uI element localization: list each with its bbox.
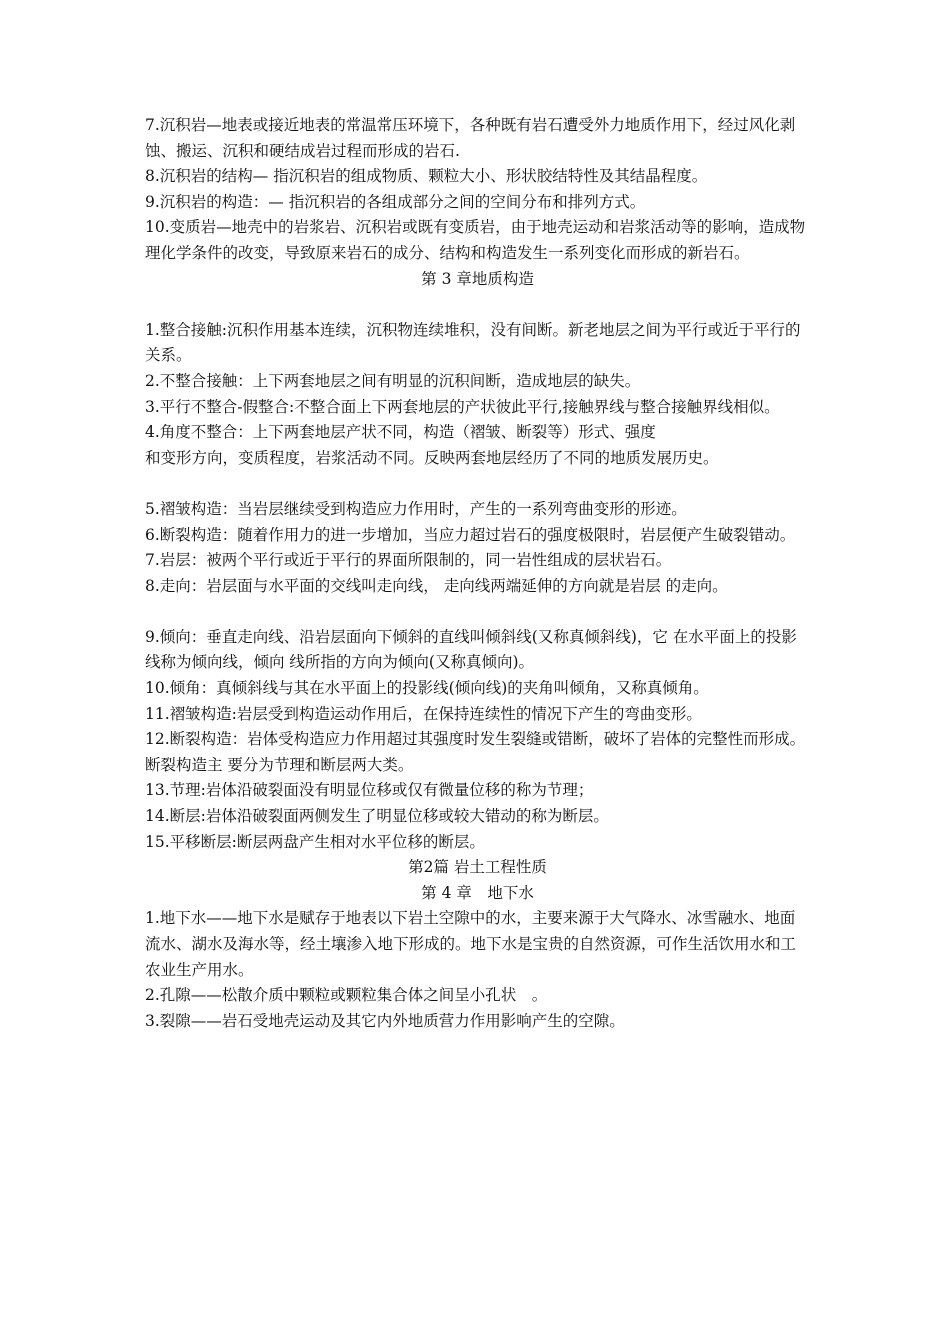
- definition-sedimentary-rock: 7.沉积岩—地表或接近地表的常温常压环境下，各种既有岩石遭受外力地质作用下，经过风化剥蚀、搬运、沉积和硬结成岩过程而形成的岩石.: [145, 116, 796, 160]
- definition-fracture-structure-2: 12.断裂构造：岩体受构造应力作用超过其强度时发生裂缝或错断，破坏了岩体的完整性而形成。断裂构造主 要分为节理和断层两大类。: [145, 730, 806, 774]
- definition-fault: 14.断层:岩体沿破裂面两侧发生了明显位移或较大错动的称为断层。: [145, 807, 609, 826]
- definition-metamorphic-rock: 10.变质岩—地壳中的岩浆岩、沉积岩或既有变质岩，由于地壳运动和岩浆活动等的影响，造成物理化学条件的改变，导致原来岩石的成分、结构和构造发生一系列变化而形成的新岩石。: [145, 218, 806, 262]
- definition-conformable-contact: 1.整合接触:沉积作用基本连续，沉积物连续堆积，没有间断。新老地层之间为平行或近于平行的关系。: [145, 320, 801, 365]
- definition-joint: 13.节理:岩体沿破裂面没有明显位移或仅有微量位移的称为节理；: [145, 781, 594, 800]
- definition-strike-slip-fault: 15.平移断层:断层两盘产生相对水平位移的断层。: [145, 832, 485, 851]
- definition-fold-structure: 5.褶皱构造：当岩层继续受到构造应力作用时，产生的一系列弯曲变形的形迹。: [145, 499, 687, 518]
- definition-fracture-structure: 6.断裂构造：随着作用力的进一步增加，当应力超过岩石的强度极限时，岩层便产生破裂错动。: [145, 525, 796, 544]
- definition-dip-angle: 10.倾角：真倾斜线与其在水平面上的投影线(倾向线)的夹角叫倾角，又称真倾角。: [145, 679, 709, 698]
- chapter-3-title: 第 3 章地质构造: [421, 269, 534, 288]
- blank-line: [145, 292, 810, 318]
- definition-fissure: 3.裂隙——岩石受地壳运动及其它内外地质营力作用影响产生的空隙。: [145, 1011, 625, 1030]
- definition-pore: 2.孔隙——松散介质中颗粒或颗粒集合体之间呈小孔状 。: [145, 986, 548, 1005]
- definition-stratum: 7.岩层：被两个平行或近于平行的界面所限制的，同一岩性组成的层状岩石。: [145, 551, 672, 570]
- blank-line: [145, 471, 810, 497]
- definition-parallel-unconformity: 3.平行不整合-假整合:不整合面上下两套地层的产状彼此平行,接触界线与整合接触界线相似。: [145, 397, 780, 416]
- definition-unconformable-contact: 2.不整合接触：上下两套地层之间有明显的沉积间断，造成地层的缺失。: [145, 371, 641, 390]
- definition-sedimentary-structure: 9.沉积岩的构造：— 指沉积岩的各组成部分之间的空间分布和排列方式。: [145, 192, 646, 211]
- chapter-4-title: 第 4 章 地下水: [421, 883, 534, 902]
- definition-strike: 8.走向：岩层面与水平面的交线叫走向线， 走向线两端延伸的方向就是岩层 的走向。: [145, 576, 728, 595]
- definition-angular-unconformity-line1: 4.角度不整合：上下两套地层产状不同，构造（褶皱、断裂等）形式、强度: [145, 423, 656, 442]
- part-2-title: 第2篇 岩土工程性质: [408, 858, 547, 877]
- document-page: [145, 113, 810, 1034]
- definition-groundwater: 1.地下水——地下水是赋存于地表以下岩土空隙中的水，主要来源于大气降水、冰雪融水、地面流水、湖水及海水等，经土壤渗入地下形成的。地下水是宝贵的自然资源，可作生活饮用水和工农业生产用水。: [145, 909, 797, 979]
- definition-sedimentary-texture: 8.沉积岩的结构— 指沉积岩的组成物质、颗粒大小、形状胶结特性及其结晶程度。: [145, 167, 708, 186]
- blank-line: [145, 599, 810, 625]
- definition-angular-unconformity-line2: 和变形方向，变质程度，岩浆活动不同。反映两套地层经历了不同的地质发展历史。: [145, 448, 719, 467]
- definition-fold-structure-2: 11.褶皱构造:岩层受到构造运动作用后，在保持连续性的情况下产生的弯曲变形。: [145, 704, 702, 723]
- definition-dip-direction: 9.倾向：垂直走向线、沿岩层面向下倾斜的直线叫倾斜线(又称真倾斜线)，它 在水平面上的投影线称为倾向线，倾向 线所指的方向为倾向(又称真倾向)。: [145, 627, 797, 672]
